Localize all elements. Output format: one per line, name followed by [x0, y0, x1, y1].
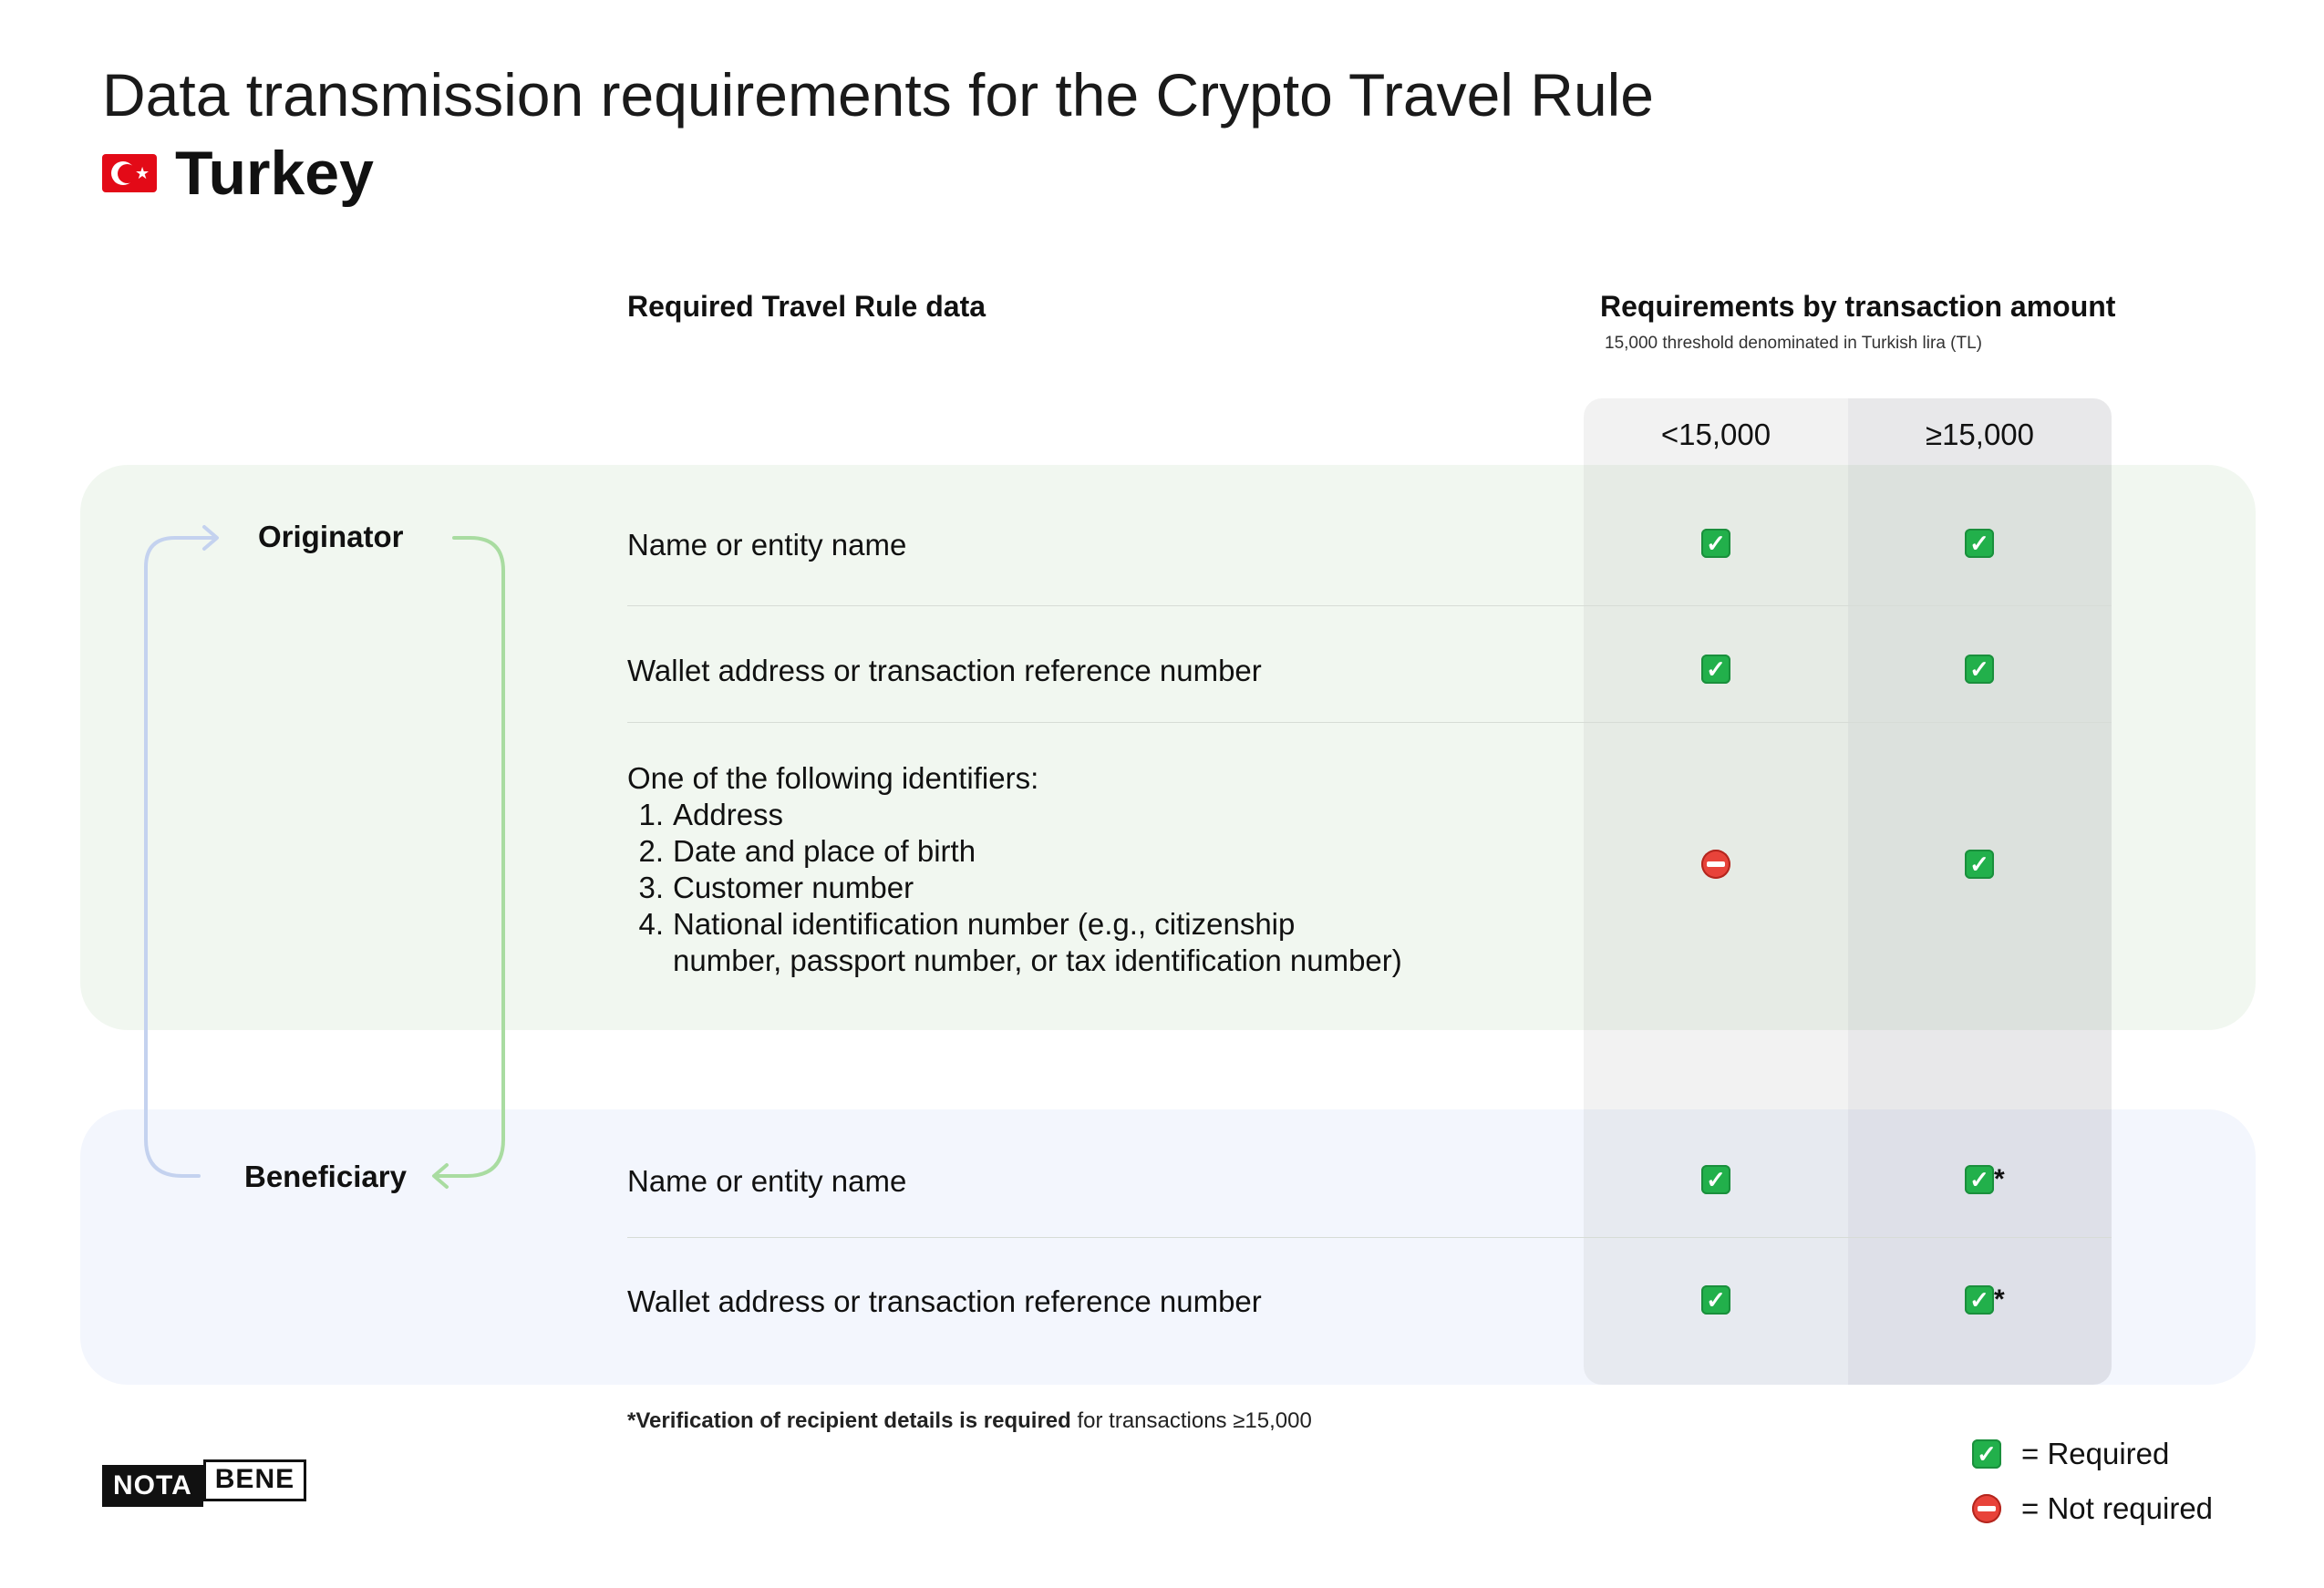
- status-cell: [1965, 850, 1994, 879]
- nota-bene-logo: NOTA BENE: [102, 1465, 306, 1507]
- no-entry-icon: [1701, 850, 1730, 879]
- check-icon: ✓: [1965, 655, 1994, 684]
- amount-above-threshold: ≥15,000: [1925, 418, 2035, 451]
- check-icon: ✓: [1701, 1285, 1730, 1315]
- list-item: number, passport number, or tax identification number): [673, 944, 1402, 977]
- list-item: 4. National identification number (e.g., citizenship: [638, 907, 1296, 941]
- threshold-note: 15,000 threshold denominated in Turkish lira (TL): [1605, 334, 1983, 353]
- check-icon: ✓: [1972, 1439, 2001, 1469]
- status-cell: [1701, 1285, 1730, 1315]
- status-cell: [1965, 1285, 2005, 1315]
- row-beneficiary-wallet: Wallet address or transaction reference number: [627, 1284, 1262, 1318]
- row-divider: [627, 605, 2112, 606]
- check-icon: ✓: [1701, 1165, 1730, 1194]
- row-originator-name: Name or entity name: [627, 528, 907, 562]
- status-cell: [1965, 529, 1994, 558]
- originator-label: Originator: [258, 520, 404, 553]
- turkey-flag-icon: ★: [102, 154, 157, 192]
- requirements-column-header: Requirements by transaction amount: [1600, 290, 2116, 323]
- row-divider: [627, 722, 2112, 723]
- legend-required: ✓ = Required: [1972, 1437, 2169, 1471]
- row-originator-identifiers: [627, 760, 1402, 979]
- check-icon: ✓: [1965, 1285, 1994, 1315]
- row-originator-wallet: Wallet address or transaction reference number: [627, 654, 1262, 687]
- no-entry-icon: [1972, 1494, 2001, 1523]
- check-icon: ✓: [1965, 529, 1994, 558]
- identifiers-intro: One of the following identifiers:: [627, 761, 1039, 795]
- check-icon: ✓: [1965, 1165, 1994, 1194]
- amount-below-threshold: <15,000: [1660, 418, 1771, 451]
- status-cell: [1965, 1165, 2005, 1194]
- footnote: *Verification of recipient details is required for transactions ≥15,000: [627, 1408, 1312, 1433]
- list-item: 1. Address: [638, 798, 784, 831]
- list-item: 3. Customer number: [638, 871, 914, 904]
- row-divider: [627, 1237, 2112, 1238]
- asterisk-note-marker: *: [1994, 1284, 2005, 1315]
- legend-not-required: = Not required: [1972, 1491, 2213, 1526]
- beneficiary-label: Beneficiary: [244, 1160, 407, 1193]
- check-icon: ✓: [1701, 655, 1730, 684]
- check-icon: ✓: [1701, 529, 1730, 558]
- list-item: 2. Date and place of birth: [638, 834, 976, 868]
- flow-arrows-icon: [128, 510, 529, 1194]
- status-cell: [1701, 850, 1730, 879]
- asterisk-note-marker: *: [1994, 1164, 2005, 1194]
- status-cell: [1701, 1165, 1730, 1194]
- row-beneficiary-name: Name or entity name: [627, 1164, 907, 1198]
- check-icon: ✓: [1965, 850, 1994, 879]
- country-heading: [102, 137, 374, 210]
- page-title: Data transmission requirements for the Crypto Travel Rule: [102, 61, 1655, 129]
- country-name: Turkey: [175, 139, 374, 208]
- status-cell: [1701, 655, 1730, 684]
- data-column-header: Required Travel Rule data: [627, 290, 986, 323]
- status-cell: [1965, 655, 1994, 684]
- status-cell: [1701, 529, 1730, 558]
